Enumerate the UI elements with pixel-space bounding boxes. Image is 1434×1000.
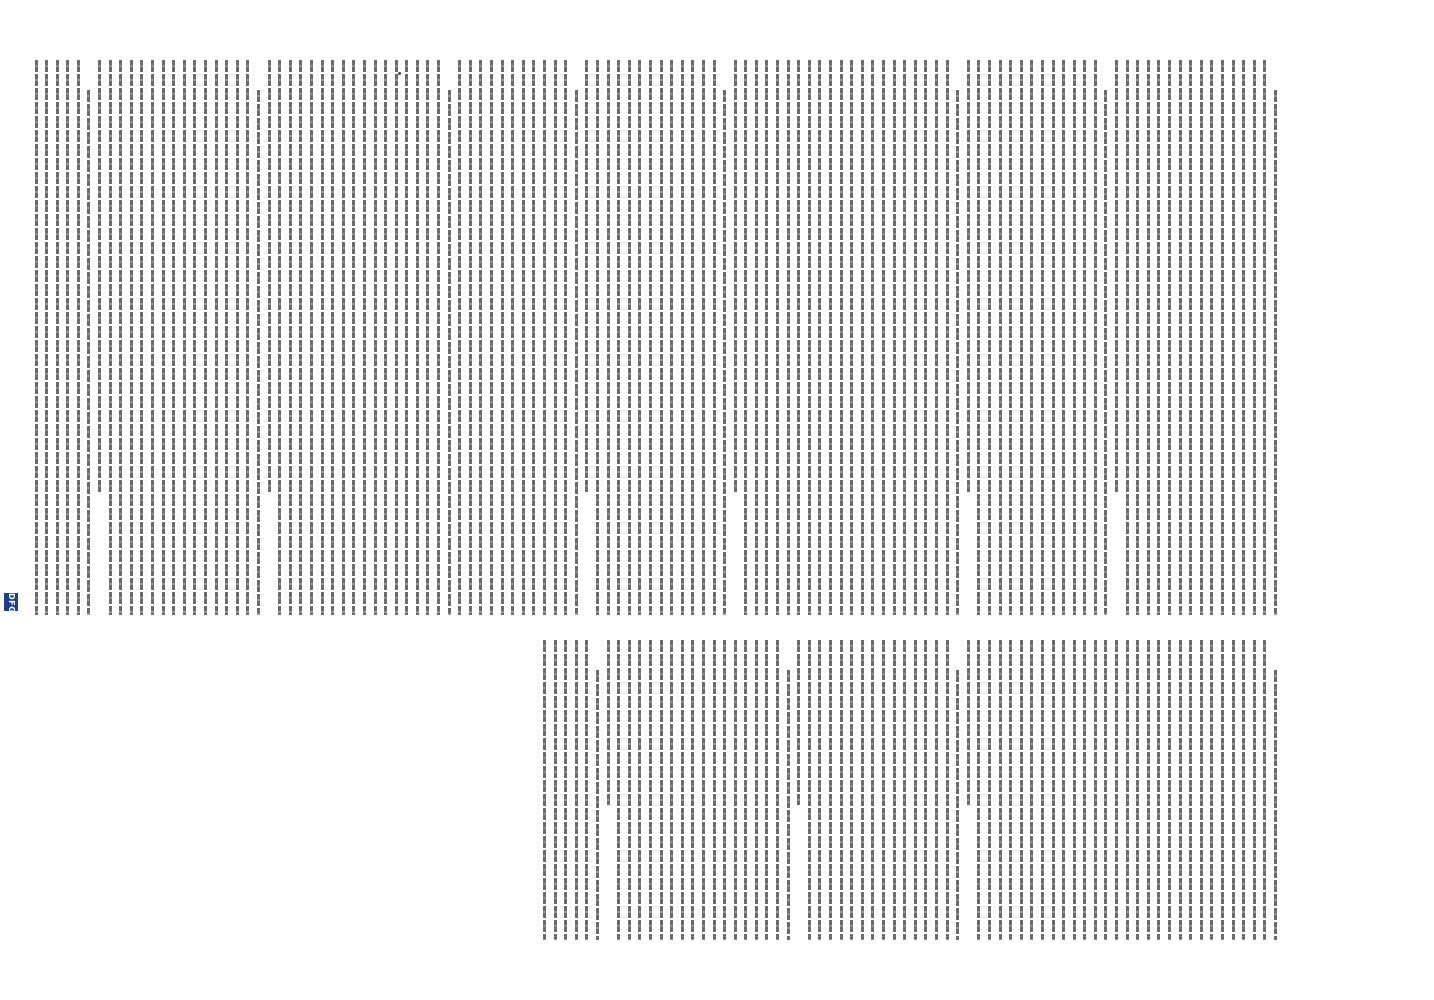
text-line	[1274, 670, 1277, 940]
text-line	[691, 60, 694, 615]
text-line	[1263, 60, 1266, 615]
text-line	[130, 60, 133, 615]
text-line	[109, 60, 112, 615]
text-line	[215, 60, 218, 615]
text-line	[1041, 640, 1044, 940]
text-line	[723, 640, 726, 940]
text-line	[713, 640, 716, 940]
text-line	[734, 640, 737, 940]
text-line	[1126, 60, 1129, 615]
text-line	[776, 640, 779, 940]
text-line	[755, 640, 758, 940]
text-line	[1221, 640, 1224, 940]
text-line	[1041, 60, 1044, 615]
text-line	[395, 60, 398, 615]
text-line	[458, 60, 461, 615]
text-line	[946, 640, 949, 940]
text-line	[1157, 60, 1160, 615]
text-line	[543, 60, 546, 615]
text-line	[384, 60, 387, 615]
text-line	[119, 60, 122, 615]
text-line	[871, 60, 874, 615]
text-line	[1009, 60, 1012, 615]
text-line	[1274, 90, 1277, 615]
text-line	[681, 60, 684, 615]
text-line	[1083, 60, 1086, 615]
text-line	[405, 60, 408, 615]
text-line	[1147, 640, 1150, 940]
text-line	[808, 640, 811, 940]
text-line	[882, 60, 885, 615]
text-line	[1210, 640, 1213, 940]
text-line	[1147, 60, 1150, 615]
text-line	[871, 640, 874, 940]
text-line	[607, 640, 610, 805]
text-line	[564, 60, 567, 615]
text-line	[903, 60, 906, 615]
text-line	[681, 640, 684, 940]
text-line	[342, 60, 345, 615]
text-line	[56, 60, 59, 615]
text-line	[490, 60, 493, 615]
text-line	[1020, 60, 1023, 615]
text-line	[649, 640, 652, 940]
text-line	[914, 640, 917, 940]
text-line	[702, 640, 705, 940]
text-line	[585, 640, 588, 940]
text-line	[977, 640, 980, 940]
text-line	[818, 60, 821, 615]
text-line	[1168, 60, 1171, 615]
text-line	[66, 60, 69, 615]
text-line	[829, 60, 832, 615]
text-line	[554, 60, 557, 615]
text-line	[374, 60, 377, 615]
text-line	[766, 640, 769, 940]
text-line	[522, 60, 525, 615]
text-line	[204, 60, 207, 615]
text-line	[1242, 640, 1245, 940]
text-line	[1030, 640, 1033, 940]
text-line	[893, 640, 896, 940]
text-line	[331, 60, 334, 615]
text-line	[1200, 640, 1203, 940]
text-line	[723, 90, 726, 615]
text-line	[766, 60, 769, 615]
text-line	[660, 640, 663, 940]
text-line	[1210, 60, 1213, 615]
text-line	[140, 60, 143, 615]
text-line	[321, 60, 324, 615]
text-line	[1052, 640, 1055, 940]
text-line	[363, 60, 366, 615]
text-column-left	[192, 60, 1277, 615]
text-line	[1179, 640, 1182, 940]
text-line	[607, 60, 610, 615]
text-line	[448, 90, 451, 615]
text-line	[628, 640, 631, 940]
text-line	[797, 640, 800, 805]
text-line	[427, 60, 430, 615]
text-line	[246, 60, 249, 615]
text-line	[596, 60, 599, 615]
text-line	[924, 640, 927, 940]
text-line	[1126, 640, 1129, 940]
text-line	[532, 60, 535, 615]
text-line	[861, 60, 864, 615]
text-line	[924, 60, 927, 615]
text-line	[236, 60, 239, 615]
text-line	[1105, 90, 1108, 615]
text-line	[882, 640, 885, 940]
text-line	[914, 60, 917, 615]
text-line	[1073, 640, 1076, 940]
text-line	[638, 60, 641, 615]
dfg-logo: DFG	[4, 593, 18, 611]
text-line	[310, 60, 313, 615]
text-line	[1020, 640, 1023, 940]
text-line	[967, 60, 970, 493]
text-line	[1062, 60, 1065, 615]
text-line	[543, 640, 546, 940]
digitization-credit	[4, 593, 18, 614]
text-line	[999, 60, 1002, 615]
text-line	[193, 60, 196, 615]
text-line	[1168, 640, 1171, 940]
text-line	[713, 60, 716, 615]
text-line	[162, 60, 165, 615]
text-line	[299, 60, 302, 615]
text-line	[1030, 60, 1033, 615]
text-line	[776, 60, 779, 615]
text-line	[225, 60, 228, 615]
text-line	[818, 640, 821, 940]
text-line	[564, 640, 567, 940]
text-line	[98, 60, 101, 493]
text-line	[850, 60, 853, 615]
text-column-right	[192, 640, 1277, 940]
text-line	[511, 60, 514, 615]
text-line	[1232, 60, 1235, 615]
text-line	[649, 60, 652, 615]
text-line	[35, 60, 38, 615]
text-line	[1136, 640, 1139, 940]
rotated-document-page	[117, 60, 1317, 940]
text-line	[1062, 640, 1065, 940]
text-line	[352, 60, 355, 615]
text-line	[850, 640, 853, 940]
text-line	[808, 60, 811, 615]
text-line	[787, 60, 790, 615]
text-line	[479, 60, 482, 615]
text-line	[1052, 60, 1055, 615]
text-line	[670, 640, 673, 940]
text-line	[744, 640, 747, 940]
text-line	[1189, 60, 1192, 615]
text-line	[755, 60, 758, 615]
text-line	[617, 60, 620, 615]
text-line	[829, 640, 832, 940]
text-line	[1179, 60, 1182, 615]
text-line	[1105, 640, 1108, 940]
text-line	[797, 60, 800, 615]
text-line	[702, 60, 705, 615]
text-line	[946, 60, 949, 615]
text-line	[744, 60, 747, 615]
text-line	[988, 60, 991, 615]
text-line	[1157, 640, 1160, 940]
text-line	[183, 60, 186, 615]
text-line	[289, 60, 292, 615]
text-line	[903, 640, 906, 940]
text-line	[469, 60, 472, 615]
text-line	[1242, 60, 1245, 615]
text-line	[999, 640, 1002, 940]
text-line	[734, 60, 737, 493]
text-line	[628, 60, 631, 615]
text-line	[977, 60, 980, 615]
text-line	[1083, 640, 1086, 940]
text-line	[1115, 60, 1118, 493]
text-line	[1232, 640, 1235, 940]
text-line	[861, 640, 864, 940]
text-line	[840, 60, 843, 615]
text-line	[437, 60, 440, 615]
digitization-credit-strip	[2, 0, 20, 1000]
text-line	[278, 60, 281, 615]
text-line	[501, 60, 504, 615]
text-line	[935, 640, 938, 940]
text-line	[172, 60, 175, 615]
text-line	[575, 640, 578, 940]
text-line	[77, 60, 80, 615]
text-line	[1221, 60, 1224, 615]
text-line	[956, 90, 959, 615]
text-line	[45, 60, 48, 615]
text-line	[1189, 640, 1192, 940]
text-line	[596, 670, 599, 940]
text-line	[1094, 640, 1097, 940]
text-line	[575, 90, 578, 615]
text-line	[1136, 60, 1139, 615]
text-line	[1200, 60, 1203, 615]
text-line	[1073, 60, 1076, 615]
text-line	[1115, 640, 1118, 940]
text-line	[691, 640, 694, 940]
text-line	[988, 640, 991, 940]
text-line	[585, 60, 588, 493]
text-line	[416, 60, 419, 615]
text-line	[787, 670, 790, 940]
text-line	[935, 60, 938, 615]
text-line	[1009, 640, 1012, 940]
text-line	[257, 90, 260, 615]
text-line	[1253, 640, 1256, 940]
text-line	[893, 60, 896, 615]
text-line	[1263, 640, 1266, 940]
text-line	[554, 640, 557, 940]
text-line	[967, 640, 970, 805]
text-line	[88, 90, 91, 615]
text-line	[638, 640, 641, 940]
text-line	[268, 60, 271, 493]
text-line	[840, 640, 843, 940]
text-line	[151, 60, 154, 615]
text-line	[1094, 60, 1097, 615]
text-line	[670, 60, 673, 615]
text-line	[1253, 60, 1256, 615]
text-line	[660, 60, 663, 615]
text-line	[956, 670, 959, 940]
text-line	[617, 640, 620, 940]
